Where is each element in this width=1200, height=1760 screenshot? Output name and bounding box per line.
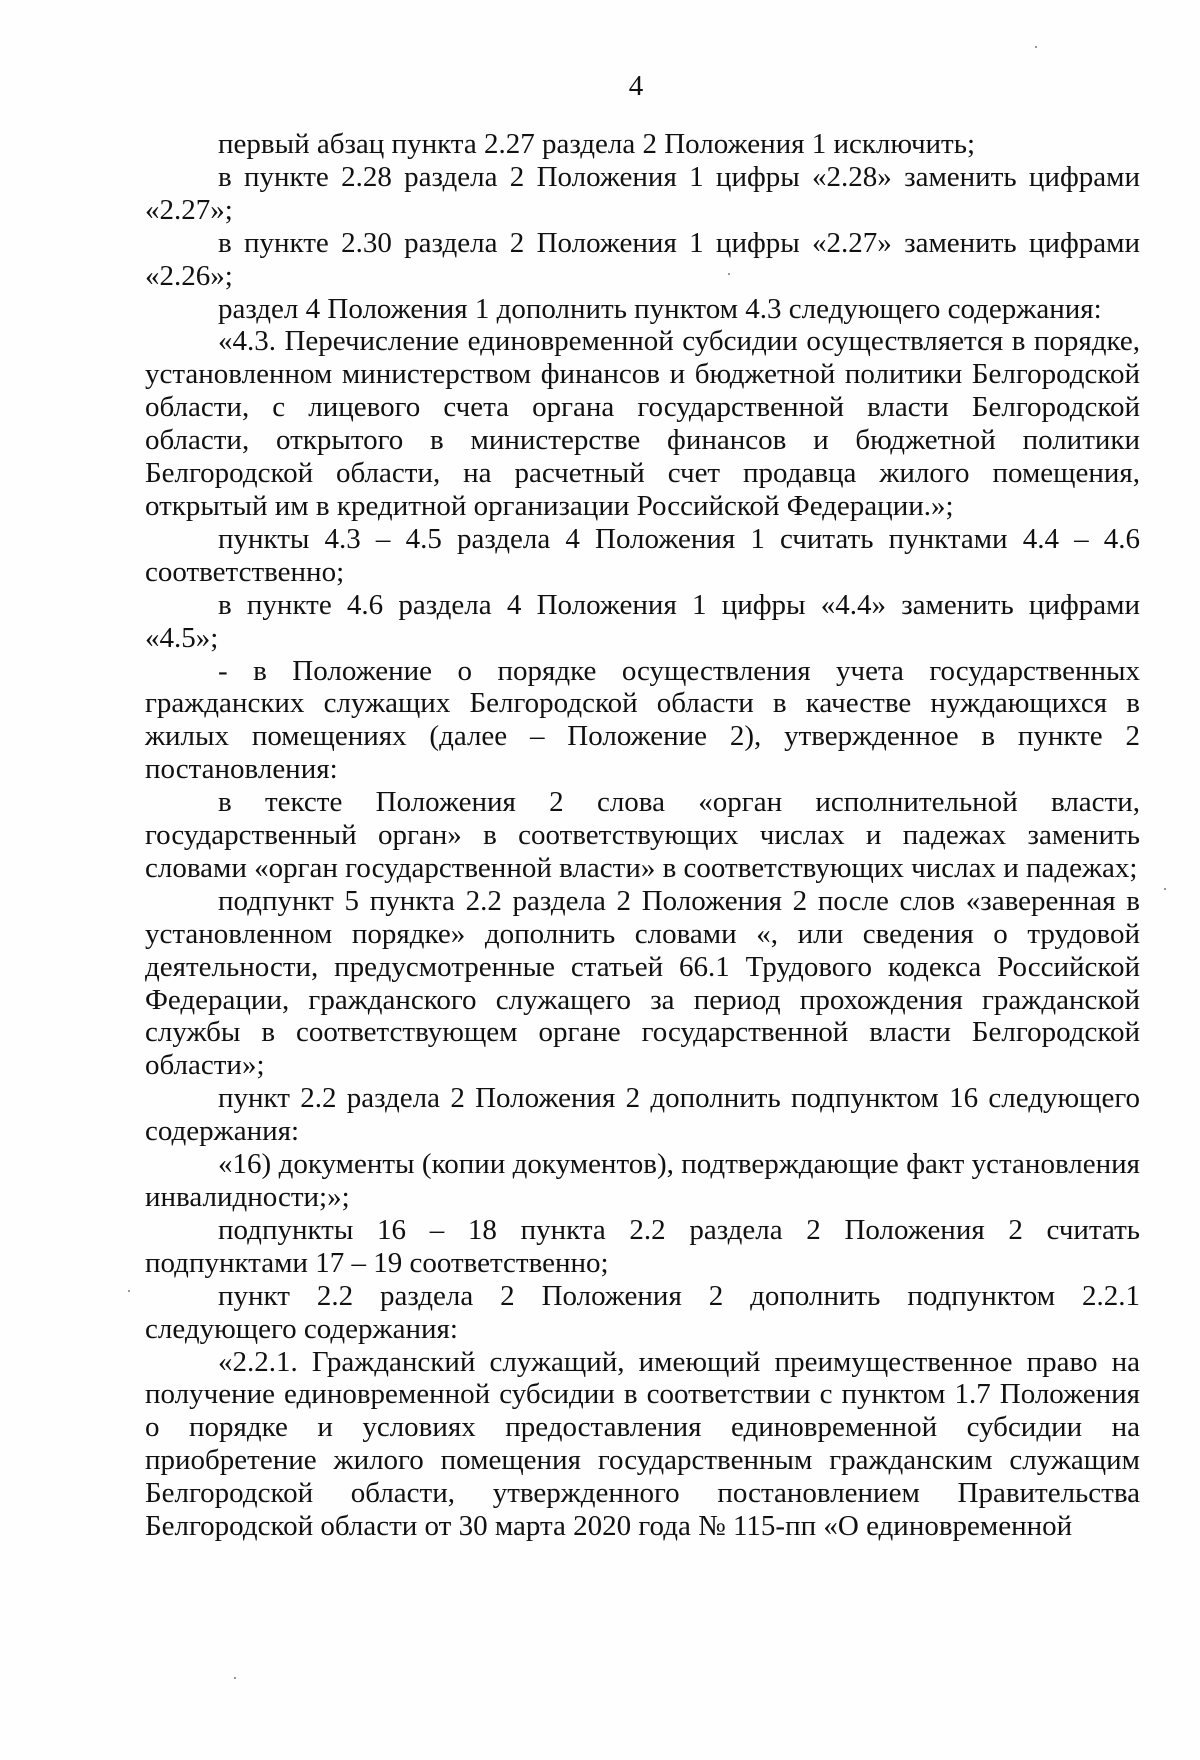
scan-speck <box>1035 46 1037 48</box>
page-number: 4 <box>628 70 644 102</box>
paragraph: в пункте 2.28 раздела 2 Положения 1 цифры «2.28» заменить цифрами «2.27»; <box>145 160 1140 226</box>
paragraph: пункты 4.3 – 4.5 раздела 4 Положения 1 считать пунктами 4.4 – 4.6 соответственно; <box>145 522 1140 588</box>
paragraph: пункт 2.2 раздела 2 Положения 2 дополнить подпунктом 2.2.1 следующего содержания: <box>145 1279 1140 1345</box>
paragraph: подпункт 5 пункта 2.2 раздела 2 Положения 2 после слов «заверенная в установленном порядке» дополнить словами «, или сведения о трудовой деятельности, предусмотренные статьей 66.1 Трудового кодекса Российской Федерации, гражданского служащего за период прохождения гражданской службы в соответствующем органе государственной власти Белгородской области»; <box>145 884 1140 1082</box>
paragraph: пункт 2.2 раздела 2 Положения 2 дополнить подпунктом 16 следующего содержания: <box>145 1082 1140 1148</box>
paragraph: - в Положение о порядке осуществления учета государственных гражданских служащих Белгородской области в качестве нуждающихся в жилых помещениях (далее – Положение 2), утвержденное в пункте 2 постановления: <box>145 654 1140 786</box>
document-body <box>145 128 1140 1543</box>
scan-speck <box>234 1677 236 1679</box>
paragraph: в пункте 4.6 раздела 4 Положения 1 цифры «4.4» заменить цифрами «4.5»; <box>145 588 1140 654</box>
scan-speck <box>1164 888 1166 890</box>
paragraph: «4.3. Перечисление единовременной субсидии осуществляется в порядке, установленном министерством финансов и бюджетной политики Белгородской области, с лицевого счета органа государственной власти Белгородской области, открытого в министерстве финансов и бюджетной политики Белгородской области, на расчетный счет продавца жилого помещения, открытый им в кредитной организации Российской Федерации.»; <box>145 325 1140 522</box>
paragraph: в тексте Положения 2 слова «орган исполнительной власти, государственный орган» в соответствующих числах и падежах заменить словами «орган государственной власти» в соответствующих числах и падежах; <box>145 786 1140 884</box>
scan-speck <box>128 1290 130 1292</box>
paragraph: раздел 4 Положения 1 дополнить пунктом 4.3 следующего содержания: <box>218 292 1102 325</box>
paragraph: первый абзац пункта 2.27 раздела 2 Положения 1 исключить; <box>218 128 976 160</box>
scan-speck <box>728 273 730 275</box>
paragraph: подпункты 16 – 18 пункта 2.2 раздела 2 Положения 2 считать подпунктами 17 – 19 соответственно; <box>145 1213 1140 1279</box>
paragraph: «2.2.1. Гражданский служащий, имеющий преимущественное право на получение единовременной субсидии в соответствии с пунктом 1.7 Положения о порядке и условиях предоставления единовременной субсидии на приобретение жилого помещения государственным гражданским служащим Белгородской области, утвержденного постановлением Правительства Белгородской области от 30 марта 2020 года № 115-пп «О единовременной <box>145 1345 1140 1543</box>
paragraph: «16) документы (копии документов), подтверждающие факт установления инвалидности;»; <box>145 1148 1140 1213</box>
paragraph: в пункте 2.30 раздела 2 Положения 1 цифры «2.27» заменить цифрами «2.26»; <box>145 226 1140 292</box>
